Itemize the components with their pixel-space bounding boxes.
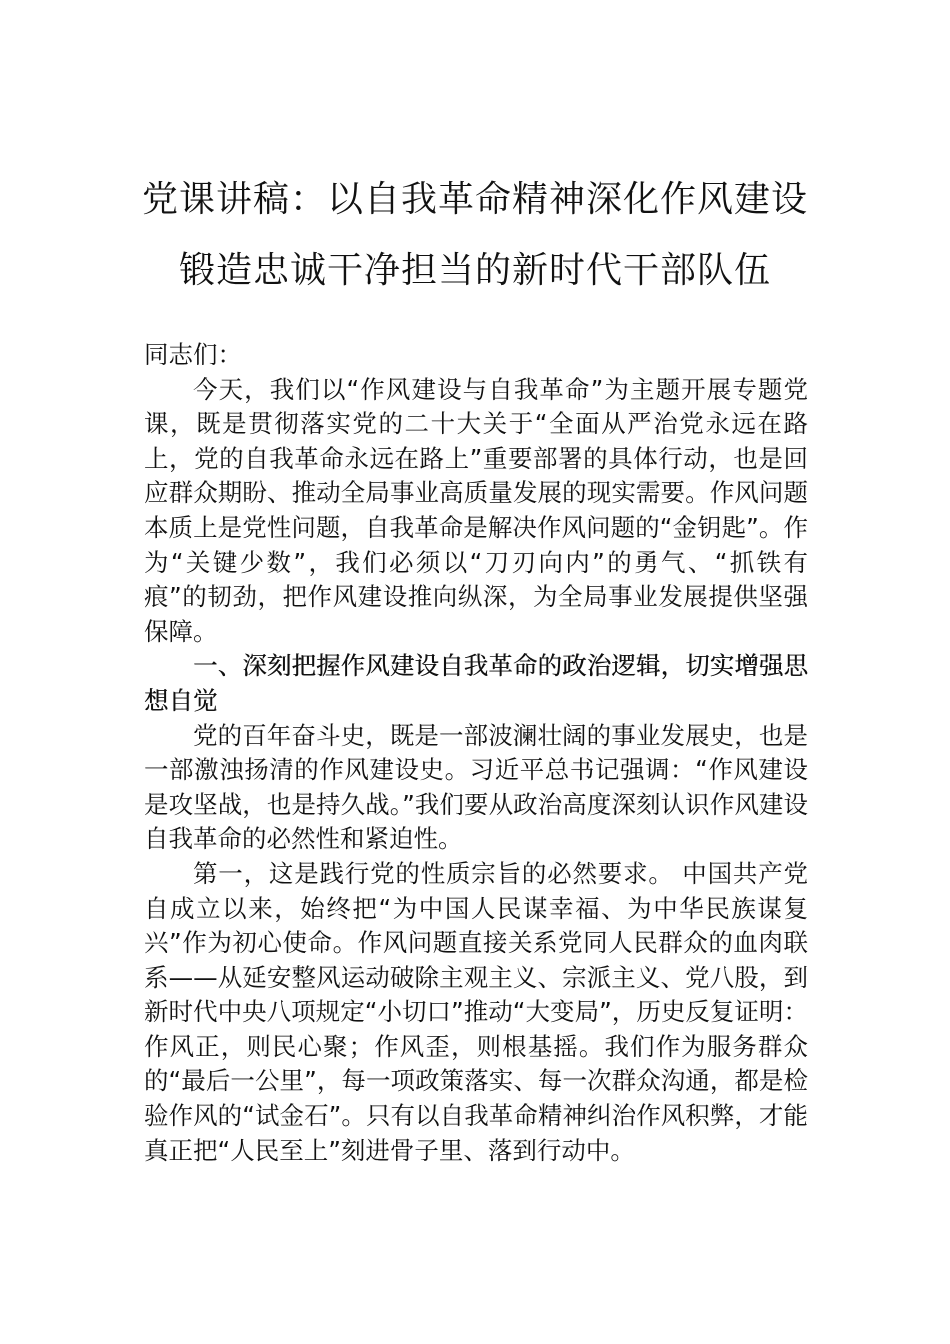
body-paragraph: 党的百年奋斗史，既是一部波澜壮阔的事业发展史，也是一部激浊扬清的作风建设史。习近平总书记强调：“作风建设是攻坚战，也是持久战。”我们要从政治高度深刻认识作风建设自我革命的必然性和紧迫性。: [144, 720, 808, 854]
section-heading: 一、深刻把握作风建设自我革命的政治逻辑，切实增强思想自觉: [144, 651, 808, 715]
intro-paragraph: 今天，我们以“作风建设与自我革命”为主题开展专题党课，既是贯彻落实党的二十大关于“全面从严治党永远在路上，党的自我革命永远在路上”重要部署的具体行动，也是回应群众期盼、推动全局事业高质量发展的现实需要。作风问题本质上是党性问题，自我革命是解决作风问题的“金钥匙”。作为“关键少数”，我们必须以“刀刃向内”的勇气、“抓铁有痕”的韧劲，把作风建设推向纵深，为全局事业发展提供坚强保障。: [144, 374, 808, 646]
document-body: [144, 338, 808, 1168]
body-paragraph: 第一，这是践行党的性质宗旨的必然要求。 中国共产党自成立以来，始终把“为中国人民谋幸福、为中华民族谋复兴”作为初心使命。作风问题直接关系党同人民群众的血肉联系——从延安整风运动破除主观主义、宗派主义、党八股，到新时代中央八项规定“小切口”推动“大变局”，历史反复证明：作风正，则民心聚；作风歪，则根基摇。我们作为服务群众的“最后一公里”，每一项政策落实、每一次群众沟通，都是检验作风的“试金石”。只有以自我革命精神纠治作风积弊，才能真正把“人民至上”刻进骨子里、落到行动中。: [144, 858, 808, 1165]
document-title-line-2: 锻造忠诚干净担当的新时代干部队伍: [178, 250, 771, 291]
document-title-line-1: 党课讲稿：以自我革命精神深化作风建设: [141, 179, 808, 220]
salutation: 同志们：: [144, 340, 242, 369]
